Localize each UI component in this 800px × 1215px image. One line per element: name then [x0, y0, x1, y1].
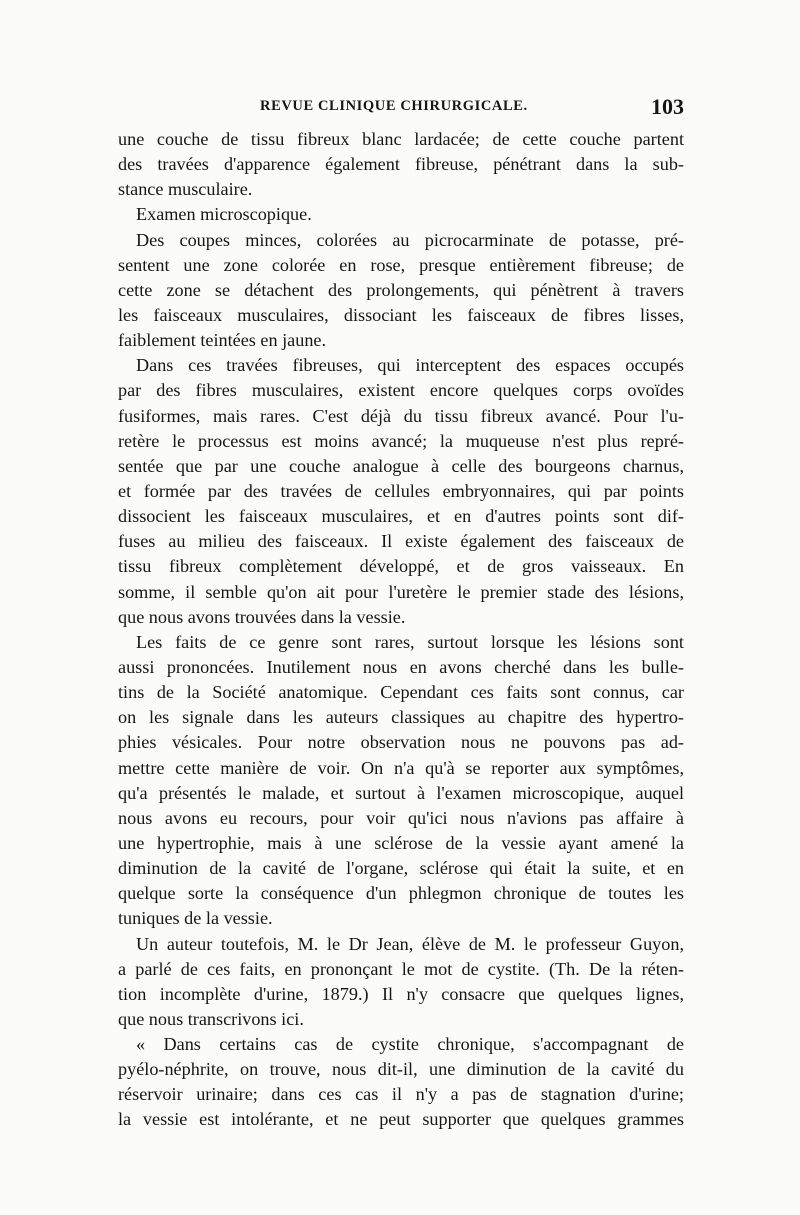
text-line: cette zone se détachent des prolongements, qui pénètrent à travers — [118, 279, 684, 300]
quote-line: « Dans certains cas de cystite chronique, s'accompagnant de — [136, 1034, 684, 1055]
text-line: faiblement teintées en jaune. — [118, 330, 327, 351]
text-line: retère le processus est moins avancé; la muqueuse n'est plus repré- — [118, 430, 684, 451]
text-line: phies vésicales. Pour notre observation nous ne pouvons pas ad- — [118, 732, 684, 753]
text-line: et formée par des travées de cellules embryonnaires, qui par points — [118, 480, 684, 501]
quote-line: pyélo-néphrite, on trouve, nous dit-il, une diminution de la cavité du — [118, 1059, 684, 1080]
text-line: mettre cette manière de voir. On n'a qu'à se reporter aux symptômes, — [118, 757, 684, 778]
text-line: aussi prononcées. Inutilement nous en avons cherché dans les bulle- — [118, 656, 684, 677]
text-line: stance musculaire. — [118, 179, 253, 200]
text-line: tins de la Société anatomique. Cependant ces faits sont connus, car — [118, 682, 684, 703]
text-line: que nous avons trouvées dans la vessie. — [118, 606, 406, 627]
text-line: quelque sorte la conséquence d'un phlegmon chronique de toutes les — [118, 883, 684, 904]
running-title: REVUE CLINIQUE CHIRURGICALE. — [260, 98, 528, 114]
text-line: par des fibres musculaires, existent encore quelques corps ovoïdes — [118, 380, 684, 401]
text-line: sentée que par une couche analogue à celle des bourgeons charnus, — [118, 455, 684, 476]
text-line: une couche de tissu fibreux blanc lardacée; de cette couche partent — [118, 129, 684, 149]
text-line: une hypertrophie, mais à une sclérose de la vessie ayant amené la — [118, 832, 684, 853]
text-line: on les signale dans les auteurs classiques au chapitre des hypertro- — [118, 707, 684, 728]
text-line: tissu fibreux complètement développé, et de gros vaisseaux. En — [118, 556, 684, 577]
text-line: que nous transcrivons ici. — [118, 1008, 304, 1029]
body-text — [118, 127, 684, 1133]
text-line: tuniques de la vessie. — [118, 908, 273, 929]
text-line: dissocient les faisceaux musculaires, et en d'autres points sont dif- — [118, 506, 684, 527]
text-line: qu'a présentés le malade, et surtout à l'examen microscopique, auquel — [118, 782, 684, 803]
text-line: somme, il semble qu'on ait pour l'uretère le premier stade des lésions, — [118, 581, 684, 602]
text-line: sentent une zone colorée en rose, presque entièrement fibreuse; de — [118, 254, 684, 275]
running-head — [118, 94, 684, 124]
text-line: des travées d'apparence également fibreuse, pénétrant dans la sub- — [118, 154, 684, 175]
text-line: fuses au milieu des faisceaux. Il existe également des faisceaux de — [118, 531, 684, 552]
text-line: Dans ces travées fibreuses, qui interceptent des espaces occupés — [136, 355, 684, 376]
text-line: diminution de la cavité de l'organe, sclérose qui était la suite, et en — [118, 858, 684, 879]
quote-line: réservoir urinaire; dans ces cas il n'y a pas de stagnation d'urine; — [118, 1084, 684, 1105]
quote-line: la vessie est intolérante, et ne peut supporter que quelques grammes — [118, 1109, 684, 1130]
text-line: nous avons eu recours, pour voir qu'ici nous n'avions pas affaire à — [118, 807, 684, 828]
text-line: Un auteur toutefois, M. le Dr Jean, élève de M. le professeur Guyon, — [136, 933, 684, 954]
text-line: les faisceaux musculaires, dissociant les faisceaux de fibres lisses, — [118, 304, 684, 325]
text-line: fusiformes, mais rares. C'est déjà du tissu fibreux avancé. Pour l'u- — [118, 405, 684, 426]
text-line: Des coupes minces, colorées au picrocarminate de potasse, pré- — [136, 229, 684, 250]
text-line: a parlé de ces faits, en prononçant le mot de cystite. (Th. De la réten- — [118, 958, 684, 979]
text-line: tion incomplète d'urine, 1879.) Il n'y consacre que quelques lignes, — [118, 983, 684, 1004]
text-line: Les faits de ce genre sont rares, surtout lorsque les lésions sont — [136, 631, 684, 652]
page-number: 103 — [651, 94, 684, 119]
section-heading: Examen microscopique. — [136, 204, 312, 225]
